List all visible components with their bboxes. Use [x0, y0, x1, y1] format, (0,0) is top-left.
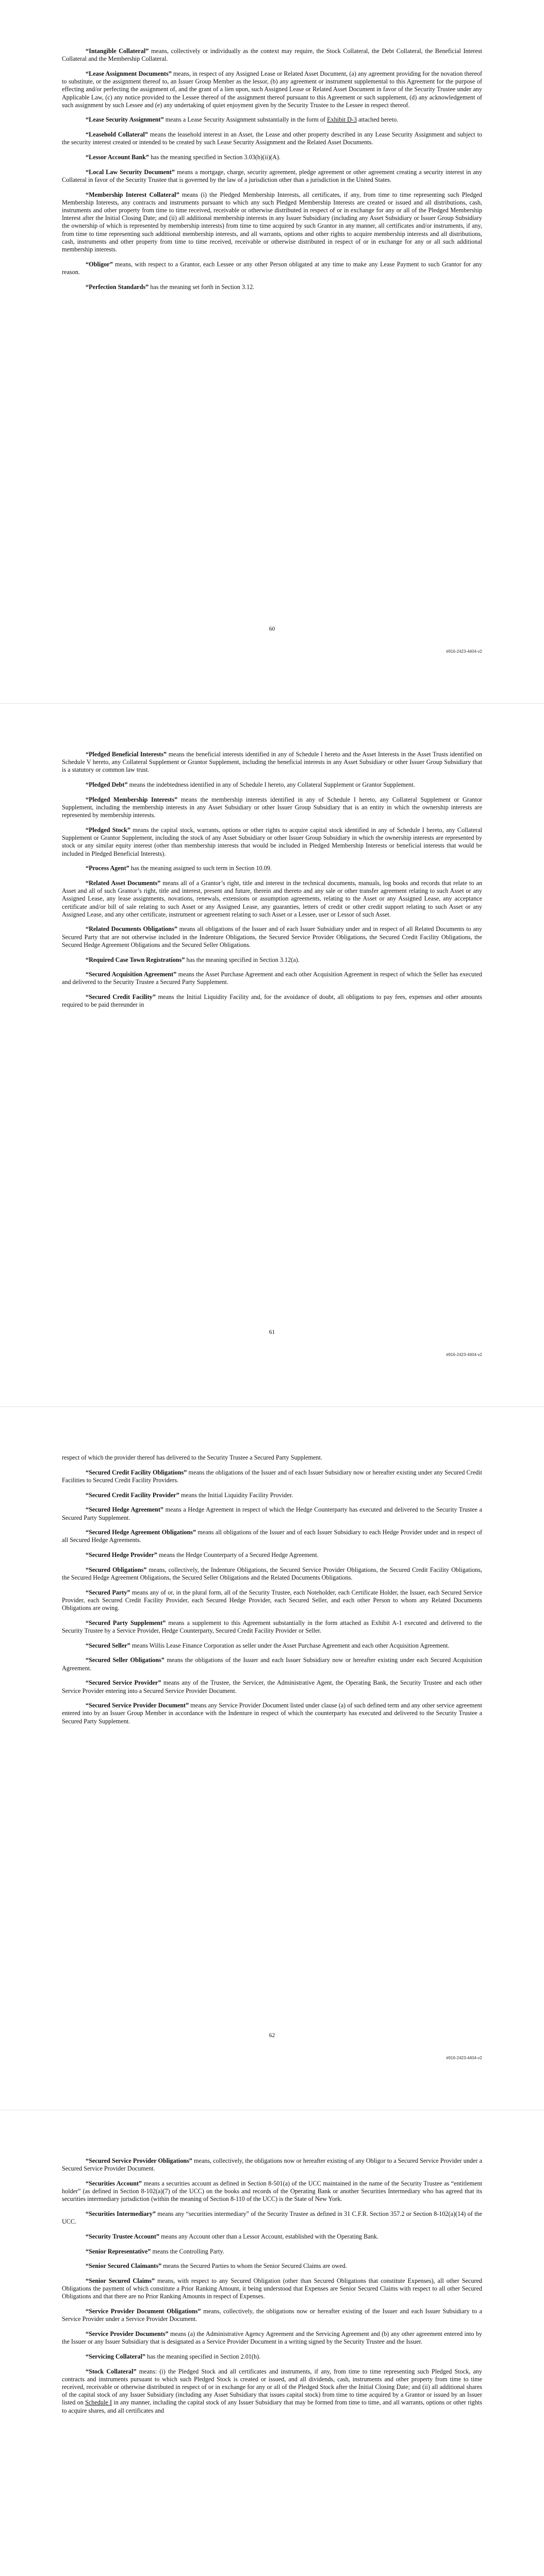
definition-text: means the obligations of the Issuer and of each Issuer Subsidiary now or hereafter existing under any Secured Credit Facilities to Secured Credit Facility Providers.: [62, 1468, 482, 1484]
defined-term: “Secured Credit Facility Obligations”: [86, 1468, 187, 1476]
defined-term: “Leasehold Collateral”: [86, 131, 148, 139]
defined-term: “Pledged Debt”: [86, 781, 128, 789]
definition-paragraph: [62, 131, 482, 146]
defined-term: “Related Documents Obligations”: [86, 925, 177, 933]
definition-text: means any Service Provider Document listed under clause (a) of such defined term and any other service agreement entered into by an Issuer Group Member in accordance with the Indenture in respect of which the counterparty has executed and delivered to the Security Trustee a Secured Party Supplement.: [62, 1702, 482, 1725]
definition-paragraph: [62, 116, 482, 124]
document-page: [0, 0, 544, 703]
definition-paragraph: [62, 2157, 482, 2173]
definition-paragraph: [62, 826, 482, 858]
definition-text: has the meaning specified in Section 3.12(a).: [185, 956, 300, 963]
definition-text: means the indebtedness identified in any of Schedule I hereto, any Collateral Supplement or Grantor Supplement.: [127, 781, 415, 789]
defined-term: “Lease Assignment Documents”: [86, 70, 172, 77]
definition-paragraph: [62, 1469, 482, 1484]
definition-text: means a Lease Security Assignment substantially in the form of: [163, 116, 327, 124]
defined-term: “Membership Interest Collateral”: [86, 191, 179, 198]
definition-paragraph: [62, 154, 482, 161]
definition-text: means the Initial Liquidity Facility and, for the avoidance of doubt, all obligations to pay fees, expenses and other amounts required to be paid thereunder in: [62, 993, 483, 1009]
definition-paragraph: [62, 2248, 482, 2256]
page-number: 60: [269, 626, 275, 632]
definition-paragraph: [62, 283, 482, 291]
page-body: [62, 1454, 482, 1725]
document-id: #916-2423-4404-v2: [446, 2056, 482, 2060]
definition-paragraph: [62, 1702, 482, 1725]
defined-term: “Secured Seller Obligations”: [86, 1656, 164, 1664]
defined-term: “Secured Service Provider Obligations”: [86, 2157, 192, 2164]
definition-text: means the Controlling Party.: [151, 2247, 224, 2255]
definition-text: means the leasehold interest in an Asset, the Lease and other property described in any Lease Security Assignment and subject to the security interest created or intended to be created by such Lease Security Assignment and the Related Asset Documents.: [62, 131, 482, 146]
definition-text: has the meaning set forth in Section 3.12.: [149, 283, 255, 291]
definition-paragraph: [62, 2233, 482, 2241]
definition-text-tail: in any manner, including the capital stock of any Issuer Subsidiary that may be formed from time to time, and all warrants, options or other rights to acquire shares, and all certificates and: [62, 2399, 482, 2414]
defined-term: “Securities Account”: [86, 2179, 142, 2187]
definition-paragraph: [62, 1492, 482, 1499]
definition-paragraph: [62, 993, 482, 1009]
defined-term: “Security Trustee Account”: [86, 2232, 160, 2240]
defined-term: “Pledged Beneficial Interests”: [86, 751, 167, 758]
page-body: [62, 751, 482, 1009]
definition-text: means a supplement to this Agreement substantially in the form attached as Exhibit A-1 executed and delivered to the Security Trustee by a Service Provider, Hedge Counterparty, Secured Credit Facility Provider or Seller.: [62, 1619, 482, 1635]
definition-text: means any of the Trustee, the Servicer, the Administrative Agent, the Operating Bank, the Security Trustee and each other Service Provider entering into a Secured Service Provider Document.: [62, 1679, 482, 1694]
definition-paragraph: [62, 2277, 482, 2301]
definition-paragraph: [62, 2210, 482, 2226]
definition-text: means, collectively, the Indenture Obligations, the Secured Service Provider Obligations, the Secured Credit Facility Obligations, the Secured Hedge Agreement Obligations, the Secured Seller Obligations and the Related Documents Obligations.: [62, 1566, 482, 1582]
page-number: 62: [269, 2032, 275, 2039]
document-id: #916-2423-4404-v2: [446, 649, 482, 654]
defined-term: “Senior Secured Claims”: [86, 2277, 155, 2285]
defined-term: “Process Agent”: [86, 865, 129, 872]
definition-paragraph: [62, 1566, 482, 1582]
defined-term: “Secured Party Supplement”: [86, 1619, 166, 1626]
page-body: [62, 2157, 482, 2415]
document-page: [0, 1406, 544, 2110]
definition-paragraph: [62, 1619, 482, 1635]
document-page: [0, 703, 544, 1406]
paragraph-continuation-text: respect of which the provider thereof has delivered to the Security Trustee a Secured Party Supplement.: [62, 1454, 322, 1461]
definition-paragraph: [62, 1656, 482, 1672]
definition-text: means a mortgage, charge, security agreement, pledge agreement or other agreement creating a security interest in any Collateral in favor of the Security Trustee that is governed by the law of a jurisdiction other than a jurisdiction in the United States.: [62, 168, 482, 183]
defined-term: “Secured Service Provider Document”: [86, 1702, 189, 1709]
definition-text: means the Initial Liquidity Facility Provider.: [179, 1491, 293, 1499]
defined-term: “Senior Secured Claimants”: [86, 2262, 162, 2270]
definition-text: means (a) the Administrative Agency Agreement and the Servicing Agreement and (b) any other agreement entered into by the Issuer or any Issuer Subsidiary that is designated as a Service Provider Document in a writing signed by the Security Trustee and the Issuer.: [62, 2330, 483, 2346]
definition-paragraph: [62, 971, 482, 986]
cross-reference-link[interactable]: Exhibit D-3: [327, 116, 357, 124]
defined-term: “Secured Seller”: [86, 1641, 130, 1649]
definition-text: means the beneficial interests identified in any of Schedule I hereto and the Asset Interests in the Asset Trusts identified on Schedule V hereto, any Collateral Supplement or Grantor Supplement, including the beneficial interests in any Asset Subsidiary or other Issuer Group Subsidiary that is a statutory or common law trust.: [62, 751, 482, 774]
defined-term: “Secured Hedge Agreement Obligations”: [86, 1529, 196, 1536]
definition-paragraph: [62, 1589, 482, 1613]
definition-text: means, collectively, the obligations now or hereafter existing of any Obligor to a Secured Service Provider under a Secured Service Provider Document.: [62, 2157, 482, 2173]
document-id: #916-2423-4404-v2: [446, 1352, 482, 1357]
definition-paragraph: [62, 1529, 482, 1544]
definition-paragraph: [62, 2368, 482, 2415]
defined-term: “Lease Security Assignment”: [86, 116, 164, 124]
definition-paragraph: [62, 1642, 482, 1650]
definition-paragraph: [62, 956, 482, 964]
defined-term: “Related Asset Documents”: [86, 879, 161, 887]
definition-paragraph: [62, 2330, 482, 2346]
page-body: [62, 47, 482, 291]
defined-term: “Secured Service Provider”: [86, 1679, 161, 1687]
definition-text: means all obligations of the Issuer and of each Issuer Subsidiary to each Hedge Provider under and in respect of all Secured Hedge Agreements.: [62, 1529, 483, 1544]
definition-text: has the meaning specified in Section 2.01(h).: [145, 2352, 261, 2360]
defined-term: “Secured Hedge Agreement”: [86, 1506, 163, 1514]
definition-text-tail: attached hereto.: [357, 116, 399, 124]
defined-term: “Securities Intermediary”: [86, 2210, 156, 2218]
definition-paragraph: [62, 1506, 482, 1521]
defined-term: “Local Law Security Document”: [86, 168, 175, 176]
definition-text: means a Hedge Agreement in respect of which the Hedge Counterparty has executed and delivered to the Security Trustee a Secured Party Supplement.: [62, 1506, 482, 1521]
definition-paragraph: [62, 261, 482, 276]
definition-paragraph: [62, 2308, 482, 2323]
defined-term: “Secured Acquisition Agreement”: [86, 971, 177, 978]
definition-text: means: (i) the Pledged Stock and all certificates and instruments, if any, from time to time representing such Pledged Stock, any contracts and instruments pursuant to which such Pledged Stock is created or issued, and all dividends, cash, instruments and other property from time to time received, receivable or otherwise distributed in respect of or in exchange for any or all of the Pledged Stock after the Initial Closing Date; and (ii) all additional shares of the capital stock of any Issuer Subsidiary (including any Asset Subsidiary that issues capital stock) from time to time acquired by a Grantor or issued by an Issuer listed on: [62, 2367, 482, 2406]
definition-paragraph: [62, 796, 482, 820]
defined-term: “Pledged Stock”: [86, 826, 130, 834]
definition-text: means a securities account as defined in Section 8-501(a) of the UCC maintained in the name of the Security Trustee as “entitlement holder” (as defined in Section 8-102(a)(7) of the UCC) on the books and records of the Operating Bank or another Securities Intermediary who has agreed that its securities intermediary jurisdiction (within the meaning of Section 8-110 of the UCC) is the State of New York.: [62, 2179, 482, 2203]
definition-text: means the capital stock, warrants, options or other rights to acquire capital stock identified in any of Schedule I hereto, any Collateral Supplement or Grantor Supplement, including the stock of any Asset Subsidiary or other Issuer Group Subsidiary in which the ownership interests are represented by stock or any similar equity interest (other than membership interests that would be included in Pledged Membership Interests or beneficial interests that would be included in Pledged Beneficial Interests).: [62, 826, 482, 857]
definition-paragraph: [62, 168, 482, 184]
definition-paragraph: [62, 1551, 482, 1559]
defined-term: “Perfection Standards”: [86, 283, 149, 291]
defined-term: “Required Case Town Registrations”: [86, 956, 185, 963]
definition-paragraph: [62, 1679, 482, 1694]
definition-text: means (i) the Pledged Membership Interests, all certificates, if any, from time to time representing such Pledged Membership Interests, any contracts and instruments pursuant to which any such Pledged Membership Interests are created or issued and all distributions, cash, instruments and other property from time to time received, receivable or otherwise distributed in respect of or in exchange for any or all of the Pledged Membership Interest after the Initial Closing Date; and (ii) all additional membership interests in any Issuer Subsidiary (including any Asset Subsidiary or Issuer Group Subsidiary the ownership of which is represented by membership interests) from time to time acquired by such Grantor in any manner, all certificates and/or instruments, if any, from time to time representing such additional membership interests, and all warrants, options and other rights to acquire membership interests and all distributions, cash, instruments and other property from time to time received, receivable or otherwise distributed in respect of or in exchange for any or all such additional membership interests.: [62, 191, 482, 253]
defined-term: “Secured Hedge Provider”: [86, 1551, 158, 1559]
defined-term: “Service Provider Document Obligations”: [86, 2308, 201, 2315]
definition-text: means any Account other than a Lessor Account, established with the Operating Bank.: [159, 2232, 378, 2240]
defined-term: “Secured Obligations”: [86, 1566, 147, 1573]
definition-text: means, collectively or individually as the context may require, the Stock Collateral, the Debt Collateral, the Beneficial Interest Collateral and the Membership Collateral.: [62, 47, 482, 63]
defined-term: “Senior Representative”: [86, 2247, 151, 2255]
definition-text: has the meaning assigned to such term in Section 10.09.: [129, 865, 272, 872]
defined-term: “Obligor”: [86, 260, 113, 268]
definition-text: means, with respect to a Grantor, each Lessee or any other Person obligated at any time to make any Lease Payment to such Grantor for any reason.: [62, 260, 482, 276]
definition-text: means the membership interests identified in any of Schedule I hereto, any Collateral Supplement or Grantor Supplement, including the membership interests in any Asset Subsidiary or other Issuer Group Subsidiary that is an entity in which the ownership interests are represented by membership interests.: [62, 795, 482, 819]
definition-paragraph: [62, 2353, 482, 2361]
definition-paragraph: [62, 925, 482, 949]
page-number: 61: [269, 1329, 275, 1335]
defined-term: “Servicing Collateral”: [86, 2352, 146, 2360]
definition-paragraph: [62, 781, 482, 789]
definition-text: means any “securities intermediary” of the Security Trustee as defined in 31 C.F.R. Section 357.2 or Section 8-102(a)(14) of the UCC.: [62, 2210, 482, 2226]
definition-paragraph: [62, 2180, 482, 2204]
definition-paragraph: [62, 191, 482, 254]
defined-term: “Intangible Collateral”: [86, 47, 149, 55]
defined-term: “Secured Party”: [86, 1588, 130, 1596]
definition-text: means, in respect of any Assigned Lease or Related Asset Document, (a) any agreement providing for the novation thereof to substitute, or the assignment thereof to, an Issuer Group Member as the lessor, (b) any agreement or instrument supplemental to this Agreement for the purpose of effecting and/or perfecting the assignment of, and the grant of a lien upon, such Assigned Lease or Related Asset Document in favor of the Security Trustee under any Applicable Law, (c) any notice provided to the Lessee thereof of the assignment thereof pursuant to this Agreement or such supplement, (d) any acknowledgement of such assignment by such Lessee and (e) any undertaking of quiet enjoyment given by the Security Trustee to the Lessee in respect thereof.: [62, 70, 483, 109]
defined-term: “Service Provider Documents”: [86, 2330, 169, 2338]
defined-term: “Stock Collateral”: [86, 2367, 137, 2375]
definition-text: means, with respect to any Secured Obligation (other than Secured Obligations that constitute Expenses), all other Secured Obligations the payment of which constitute a Prior Ranking Amount, it being understood that Expenses are Senior Secured Claims with respect to all other Secured Obligations and that there are no Prior Ranking Amounts in respect of Expenses.: [62, 2277, 482, 2300]
definition-text: means all of a Grantor’s right, title and interest in the technical documents, manuals, log books and records that relate to an Asset and all of such Grantor’s right, title and interest, present and future, therein and thereto and any sale or other transfer agreement relating to such Asset or any Assigned Lease, any lease assignments, novations, renewals, extensions or assumption agreements, relating to the Asset or any Assigned Lease, any acceptance certificate and/or bill of sale relating to such Asset or any Assigned Lease, any guaranties, letters of credit or other credit support relating to such Asset or any Assigned Lease, and any other certificate, instrument or agreement relating to such Asset or a Lessee, user or Lessor of such Asset.: [62, 879, 483, 918]
definition-paragraph: [62, 865, 482, 872]
definition-text: means the obligations of the Issuer and each Issuer Subsidiary now or hereafter existing under each Secured Acquisition Agreement.: [62, 1656, 482, 1672]
definition-text: means any of or, in the plural form, all of the Security Trustee, each Noteholder, each Certificate Holder, the Issuer, each Secured Service Provider, each Secured Credit Facility Provider, each Secured Hedge Provider, each Secured Seller, and each other Person to whom any Related Documents Obligations are owing.: [62, 1588, 482, 1612]
definition-text: has the meaning specified in Section 3.03(b)(ii)(A).: [149, 154, 281, 161]
definition-text: means, collectively, the obligations now or hereafter existing of the Issuer and each Issuer Subsidiary to a Service Provider under a Service Provider Document.: [62, 2308, 482, 2323]
definition-paragraph: [62, 70, 482, 109]
definition-text: means the Secured Parties to whom the Senior Secured Claims are owed.: [161, 2262, 347, 2270]
definition-text: means all obligations of the Issuer and of each Issuer Subsidiary under and in respect of all Related Documents to any Secured Party that are not otherwise included in the Indenture Obligations, the Secured Service Provider Obligations, the Secured Credit Facility Obligations, the Secured Hedge Agreement Obligations and the Secured Seller Obligations.: [62, 925, 482, 948]
defined-term: “Lessor Account Bank”: [86, 154, 150, 161]
defined-term: “Pledged Membership Interests”: [86, 795, 178, 803]
definition-paragraph: [62, 751, 482, 774]
cross-reference-link[interactable]: Schedule I: [85, 2399, 112, 2406]
definition-paragraph: [62, 1454, 482, 1462]
definition-paragraph: [62, 47, 482, 63]
defined-term: “Secured Credit Facility”: [86, 993, 156, 1001]
definition-text: means the Hedge Counterparty of a Secured Hedge Agreement.: [157, 1551, 319, 1559]
definition-paragraph: [62, 2262, 482, 2270]
definition-paragraph: [62, 879, 482, 919]
definition-text: means Willis Lease Finance Corporation as seller under the Asset Purchase Agreement and each other Acquisition Agreement.: [130, 1641, 450, 1649]
definition-text: means the Asset Purchase Agreement and each other Acquisition Agreement in respect of which the Seller has executed and delivered to the Security Trustee a Secured Party Supplement.: [62, 971, 482, 986]
document-page: [0, 2110, 544, 2576]
defined-term: “Secured Credit Facility Provider”: [86, 1491, 179, 1499]
